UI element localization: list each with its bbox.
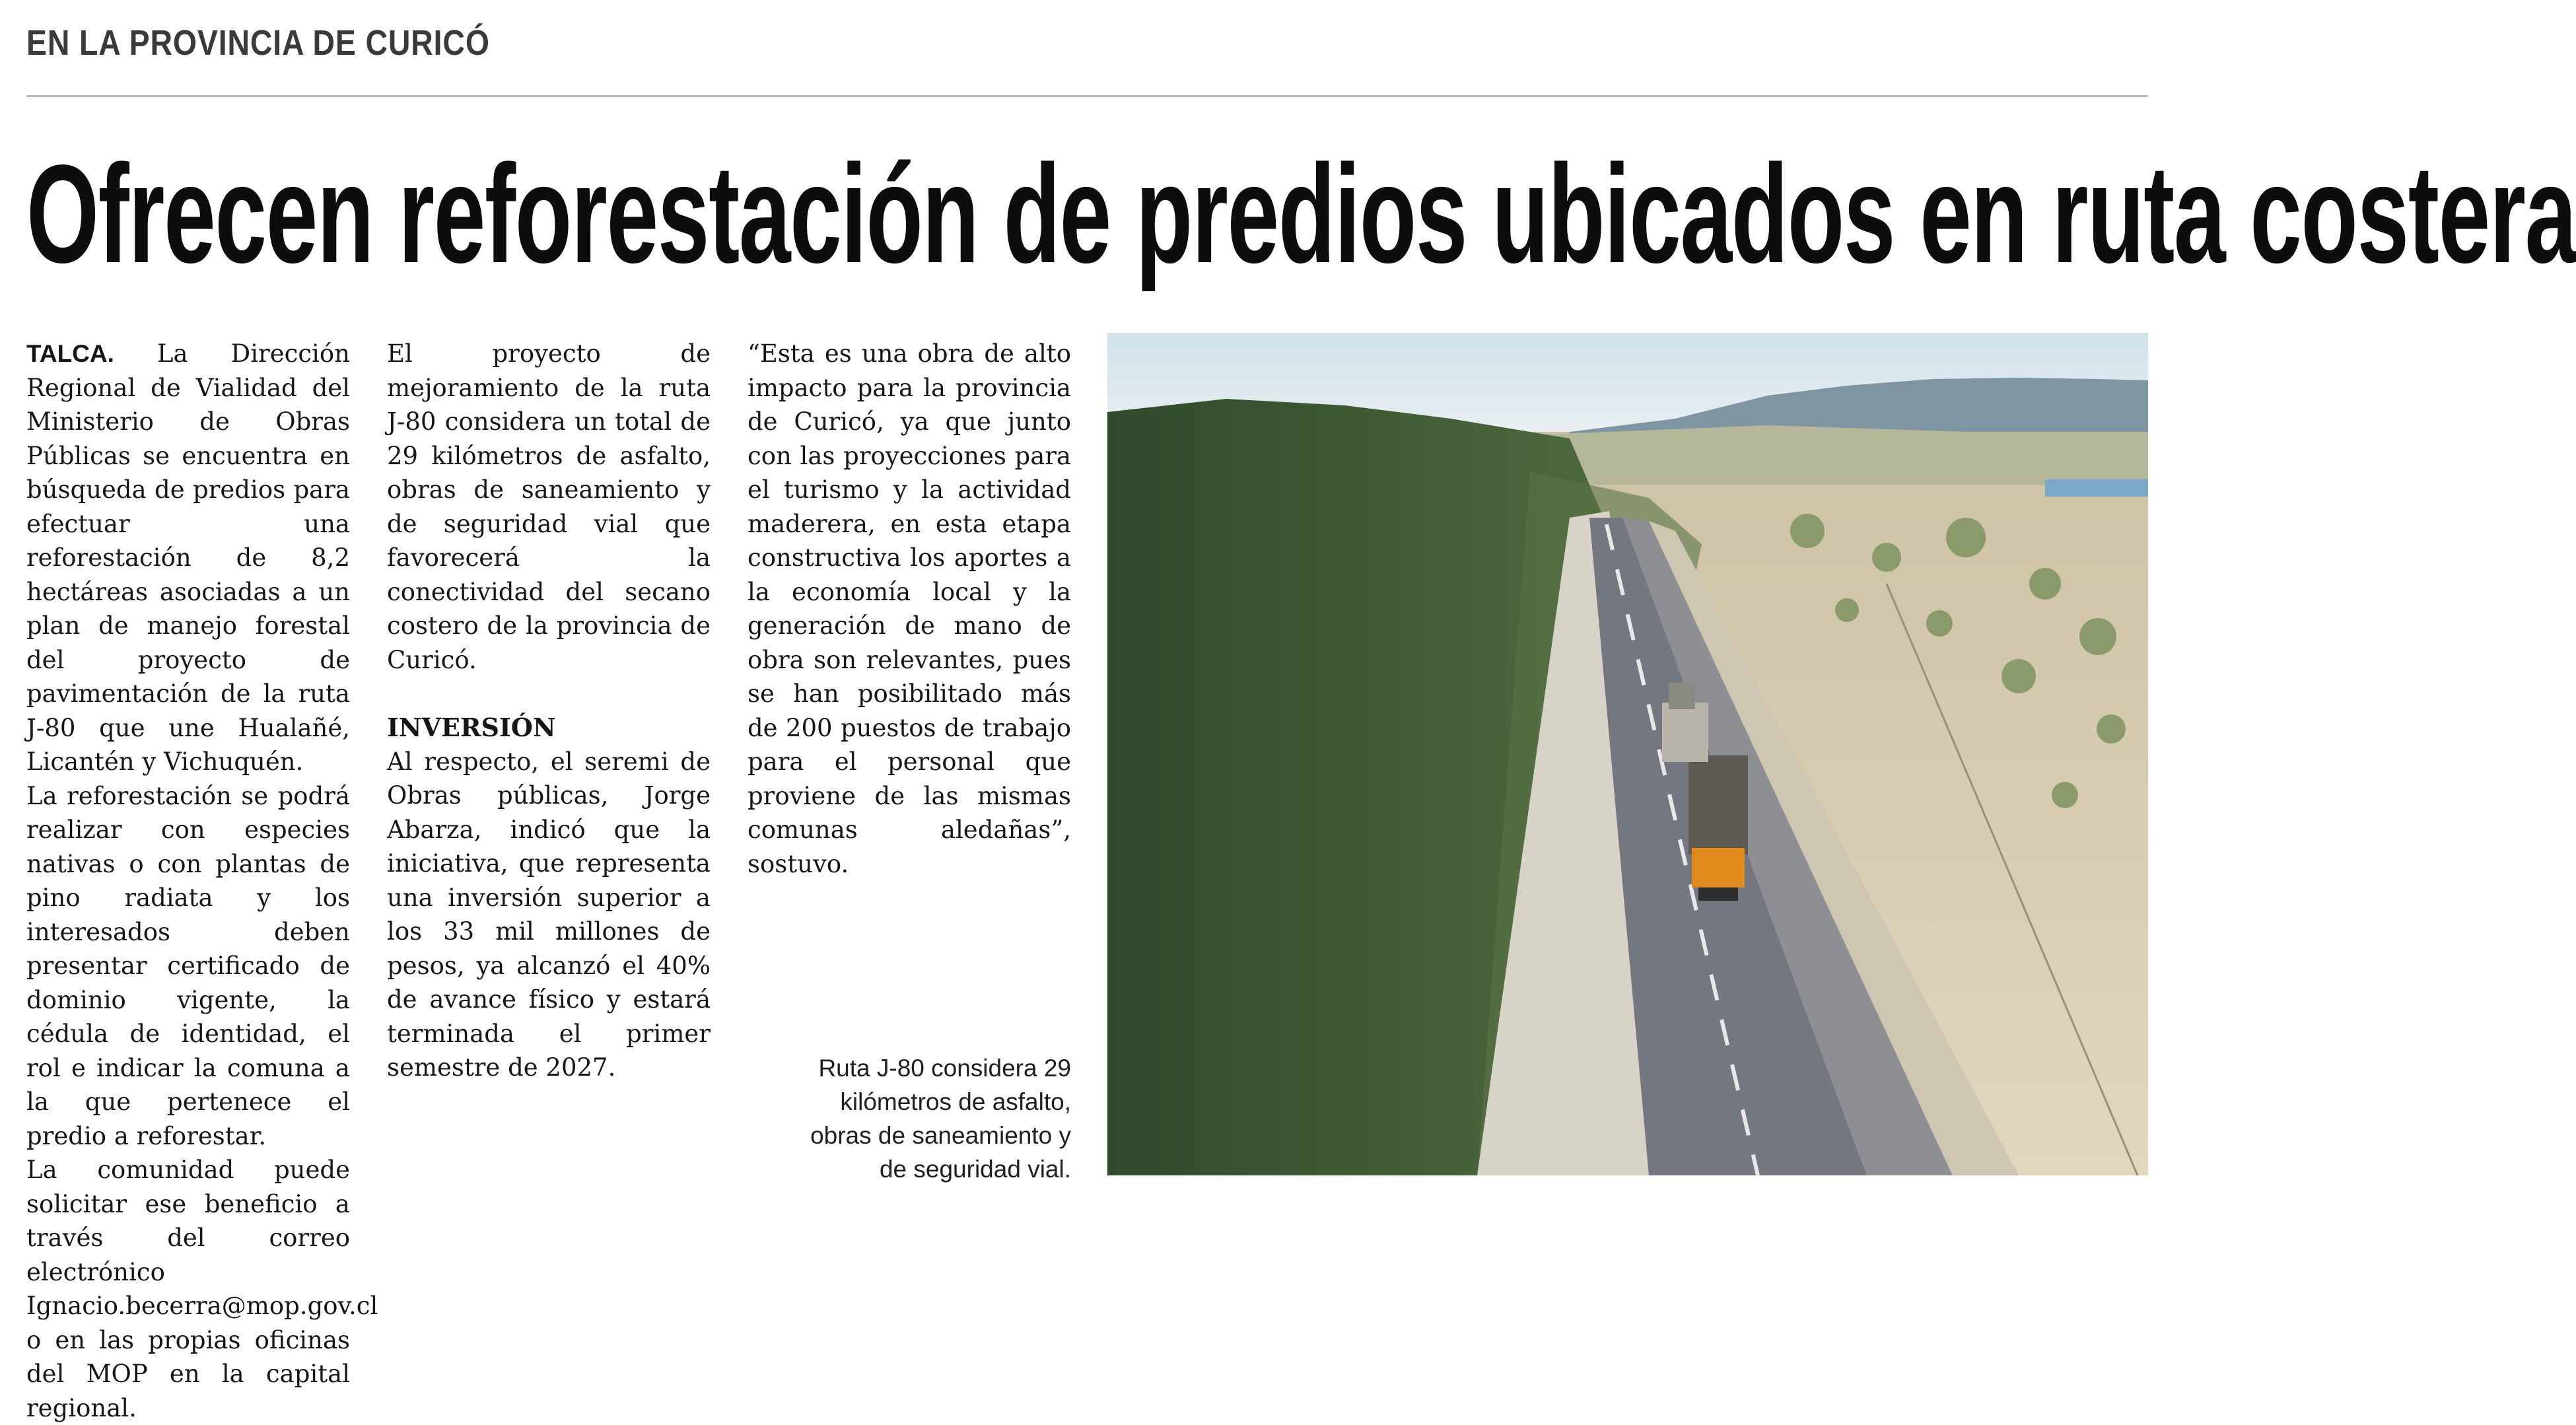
photo-illustration (1107, 333, 2148, 1175)
article-column-2 (387, 337, 711, 1085)
caption-line: de seguridad vial. (879, 1156, 1071, 1183)
article-paragraph: La reforestación se podrá realizar con especies nativas o con plantas de pino radiata y los interesados deben presentar certificado de dominio vigente, la cédula de identidad, el rol e indicar la comuna a la que pertenece el predio a reforestar. (26, 781, 350, 1150)
article-paragraph: “Esta es una obra de alto impacto para la provincia de Curicó, ya que junto con las proyecciones para el turismo y la actividad maderera, en esta etapa constructiva los aportes a la economía local y la generación de mano de obra son relevantes, pues se han posibilitado más de 200 puestos de trabajo para el personal que proviene de las mismas comunas aledañas”, sostuvo. (748, 339, 1071, 878)
headline: Ofrecen reforestación de predios ubicados en ruta costera (26, 135, 2576, 292)
section-label: EN LA PROVINCIA DE CURICÓ (26, 23, 490, 63)
paragraph-text: La Dirección Regional de Vialidad del Ministerio de Obras Públicas se encuentra en búsqueda de predios para efectuar una reforestación de 8,2 hectáreas asociadas a un plan de manejo forestal del proyecto de pavimentación de la ruta J-80 que une Hualañé, Licantén y Vichuquén. (26, 339, 350, 776)
article-paragraph (26, 337, 350, 779)
subhead: INVERSIÓN (387, 713, 556, 742)
caption-line: Ruta J-80 considera 29 (818, 1055, 1071, 1082)
caption-line: obras de saneamiento y (810, 1122, 1071, 1149)
article-paragraph: El proyecto de mejoramiento de la ruta J-80 considera un total de 29 kilómetros de asfalto, obras de saneamiento y de seguridad vial que favorecerá la conectividad del secano costero de la provincia de Curicó. (387, 339, 711, 674)
article-paragraph: La comunidad puede solicitar ese beneficio a través del correo electrónico Ignacio.becerra@mop.gov.cl o en las propias oficinas del MOP en la capital regional. (26, 1156, 378, 1422)
aerial-road-photo (1107, 333, 2148, 1175)
article-paragraph: Al respecto, el seremi de Obras públicas, Jorge Abarza, indicó que la iniciativa, que representa una inversión superior a los 33 mil millones de pesos, ya alcanzó el 40% de avance físico y estará terminada el primer semestre de 2027. (387, 747, 711, 1082)
photo-caption (753, 1051, 1071, 1186)
dateline: TALCA. (26, 340, 114, 367)
lake (2045, 479, 2148, 497)
section-divider (26, 95, 2147, 97)
article-column-3 (748, 337, 1071, 881)
article-column-1 (26, 337, 378, 1422)
caption-line: kilómetros de asfalto, (840, 1088, 1071, 1115)
